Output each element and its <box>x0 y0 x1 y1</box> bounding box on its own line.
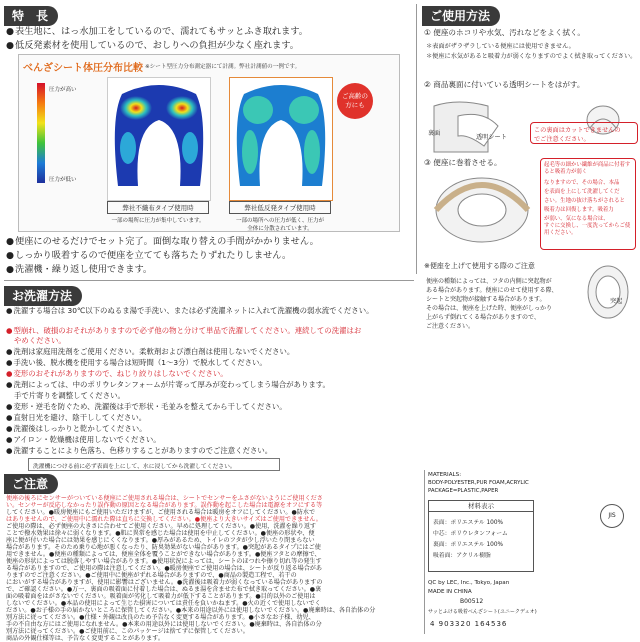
made-in: MADE IN CHINA <box>428 589 472 595</box>
materials-table <box>428 500 534 572</box>
company-name: QC by LEC, Inc., Tokyo, Japan <box>428 580 510 586</box>
washing-line <box>6 424 147 433</box>
lid-protrusion-label: 突起 <box>610 298 623 305</box>
washing-line <box>6 326 361 335</box>
badge-line: ご高齢の <box>342 92 368 100</box>
materials-divider <box>424 470 425 634</box>
lid-caution-line: その場合は、便座を上げた時、便座がしっかり <box>426 305 553 312</box>
caution-line: しないでください。●本品の使用によって生じた損害については責任を負いかねます。●火の近くで使用しないでく <box>6 600 321 607</box>
caution-line: 商品の外観仕様等は、予告なく変更することがあります。 <box>6 635 164 642</box>
materials-table-title: 材料表示 <box>429 501 533 512</box>
materials-row: 表面：ポリエステル 100% <box>433 520 504 526</box>
washing-line-text: 洗剤によっては、中のポリウレタンフォームが片寄って厚みが変わってしまう場合があります。 <box>13 380 330 389</box>
usage-step-1-note: ＊便座に水気があると吸着力が弱くなりますのでよく拭き取ってください。 <box>426 53 637 60</box>
label-clear-sheet: 透明シート <box>476 134 507 141</box>
feature-item: ● しっかり吸着するので便座を立てても落ちたりずれたりしません。 <box>6 250 291 261</box>
step-3-warning-line: 吸着力は回復します。吸着力 <box>544 207 614 213</box>
caution-line: 便座の形状によっては脱落しやすい場合があります。●使用状況によっては、シートのほつれや擦り切れ等の発生す <box>6 558 322 565</box>
usage-step-2-text: 商品裏面に付いている透明シートをはがす。 <box>433 80 585 89</box>
washing-line-text: 変形・逆毛を防ぐため、洗濯後は手で形状・毛並みを整えてから干してください。 <box>13 402 287 411</box>
washing-line <box>6 306 373 315</box>
caution-line: はありませんので、ご使用中に濡れた際は直ちに交換してください。●便座より大きいサイズはご使用できません。 <box>6 516 322 523</box>
caution-line: してください。●暖房便座にもご使用いただけますが、ご使用される場合は暖房をオフにしてください。●防水で <box>6 509 316 516</box>
materials-en-line: BODY-POLYESTER,PUR FOAM,ACRYLIC <box>428 480 529 486</box>
usage-step-1-text: 便座のホコリや水気、汚れなどをよく拭く。 <box>433 28 585 37</box>
caution-line: ことで撥水効果は徐々に弱くなります。●肌に異常を感じた場合は使用を中止してください。●便座の形状や、便 <box>6 530 315 537</box>
step-3-warning <box>540 158 636 250</box>
lid-caution-line: ご注意ください。 <box>426 323 475 330</box>
usage-step-3: ③ 便座に巻着させる。 <box>424 158 502 167</box>
feature-item: ● 低反発素材を使用しているので、おしりへの負担が少なく座れます。 <box>6 40 299 51</box>
washing-line <box>6 413 146 422</box>
usage-step-1: ① 便座のホコリや水気、汚れなどをよく拭く。 <box>424 28 585 37</box>
scale-high-label: 圧力が高い <box>49 87 77 93</box>
step-3-warning-line: なりますので、その場合、本品 <box>544 180 620 186</box>
features-heading: 特 長 <box>4 6 58 26</box>
washing-line <box>6 380 330 389</box>
pressure-comparison-panel <box>18 54 400 232</box>
step-3-warning-line: を表面を上にして洗濯してくだ <box>544 189 620 195</box>
lid-caution-line: 上がらず倒れてくる場合がありますので、 <box>426 314 540 321</box>
usage-step-3-text: 便座に巻着させる。 <box>433 158 502 167</box>
washing-line-text: 洗剤は家庭用洗剤をご使用ください。柔軟剤および漂白剤は使用しないでください。 <box>13 347 295 356</box>
usage-step-2: ② 商品裏面に付いている透明シートをはがす。 <box>424 80 585 89</box>
heatmap-nonwoven <box>107 77 211 201</box>
column-divider <box>416 4 417 274</box>
caption-low-rebound-body: 全体に分散されています。 <box>247 226 313 232</box>
washing-line <box>6 446 272 455</box>
washing-line-text: 洗濯後はしっかりと乾かしてください。 <box>13 424 147 433</box>
feature-item: ● 便座にのせるだけでセット完了。面倒な取り替えの手間がかかりません。 <box>6 236 319 247</box>
caption-low-rebound-body: 一部の場所への圧力が低く、圧力が <box>236 218 324 224</box>
materials-row: 中芯：ポリウレタンフォーム <box>433 531 508 537</box>
label-back-side: 裏面 <box>428 130 441 137</box>
elderly-badge <box>337 83 373 119</box>
caution-line: る場合がありますので、ご使用の際は注意してください。●暖房便座でご使用の場合は、シートが反り返る場合があ <box>6 565 322 572</box>
washing-line-text: 洗濯することにより色落ち、色移りすることがありますのでご注意ください。 <box>13 446 273 455</box>
seat-attach-illustration <box>430 170 534 250</box>
caption-nonwoven-title: 弊社不織布タイプ使用時 <box>107 201 209 214</box>
washing-line <box>6 347 294 356</box>
badge-line: 方にも <box>345 101 365 109</box>
washing-line <box>6 358 267 367</box>
sheet-peel-illustration <box>428 96 524 156</box>
lid-caution-line: シートと突起物が接触する場合があります。 <box>426 296 546 303</box>
washing-boxed-note-text: 洗濯機につける前に必ず表面を上にして、水に浸してから洗濯してください。 <box>33 464 236 470</box>
step-3-warning-line: さい。生地の抜け落ちがされると <box>544 198 625 204</box>
washing-line: やめください。 <box>14 336 66 345</box>
materials-row: 裏面：ポリエステル 100% <box>433 542 504 548</box>
washing-heading: お洗濯方法 <box>4 286 82 306</box>
caution-line: 面の吸着面をはがさないでください。吸着面が劣化して吸着力が低下することがあります。●目的以外のご使用は <box>6 593 316 600</box>
caution-line: 別方法に従ってください。●仕様・外観は改良のため予告なく変更する場合があります。●小さなお子様、幼児、 <box>6 614 315 621</box>
caution-line: ださい。●お子様の手の届かないところに保管してください。●本来の用途以外には使用しないでください。●廃棄時は、各自治体の分 <box>6 607 376 614</box>
scale-low-label: 圧力が低い <box>49 177 77 183</box>
lid-caution-line: ある場合があります。便座にのせて使用する際、 <box>426 287 558 294</box>
caution-line: 別方法に従ってください。●ご使用前に、このパッケージは捨てずに保管してください。 <box>6 628 249 635</box>
washing-line <box>6 369 228 378</box>
jis-mark <box>600 504 624 528</box>
washing-line-text: 洗濯する場合は 30℃以下のぬるま湯で手洗い、または必ず洗濯ネットに入れて洗濯機の弱水流でください。 <box>13 306 374 315</box>
washing-line-text: アイロン・乾燥機は使用しないでください。 <box>13 435 161 444</box>
step-3-warning-line: 起毛等の細かい繊維が商品に付着すると吸着力が弱く <box>544 162 631 175</box>
washing-line <box>6 402 287 411</box>
section-divider <box>4 280 414 281</box>
washing-line-text: 手洗い後、脱水機を使用する場合は短時間（1～3分）で脱水してください。 <box>13 358 267 367</box>
caution-line: 手の不自由な方にはご使用になれません。●本来の用途以外には使用しないでください。●廃棄時は、各自治体の分 <box>6 621 322 628</box>
usage-heading: ご使用方法 <box>422 6 500 26</box>
lid-caution-heading: ※便座を上げて使用する際のご注意 <box>424 262 535 270</box>
caption-low-rebound <box>229 201 331 232</box>
lid-illustration <box>584 262 632 322</box>
step-2-warning-line: でご注意ください。 <box>534 136 590 143</box>
product-code: B00512 <box>460 598 484 605</box>
materials-row: 吸着面：アクリル樹脂 <box>433 553 491 559</box>
caution-line: 用できません。●便座の種類によっては、便座全体を覆うことができない場合があります。●便座フタとの摩擦で、 <box>6 551 321 558</box>
step-2-warning <box>530 122 638 144</box>
caption-low-rebound-title: 弊社低反発タイプ使用時 <box>229 201 331 214</box>
caution-line: 場合があります。そのため乗り心地が悪くなったり、防臭効果がない場合があります。●突起があるタイプにはご使 <box>6 544 321 551</box>
heatmap-low-rebound <box>229 77 333 201</box>
caution-heading: ご注意 <box>4 474 58 494</box>
feature-item: ● 表生地に、はっ水加工をしているので、濡れてもサッとふき取れます。 <box>6 26 308 37</box>
materials-en-line: PACKAGE=PLASTIC,PAPER <box>428 488 499 494</box>
caption-nonwoven <box>107 201 209 224</box>
lid-caution-line: 便座の種類によっては、フタの内側に突起物が <box>426 278 552 285</box>
product-name: サッとふける吸着べんざシート(ユニークデュオ) <box>428 609 537 615</box>
caution-line: 座に便が付いた場合には効果を感じにくくなります。●厚みがあるため、トイレのフタが少し浮いたり閉まらない <box>6 537 315 544</box>
caution-line: で、ご確認ください。●万一、裏面の吸着面に付着した場合は、ぬるま湯を含ませた布で拭き取ってください。●裏 <box>6 586 322 593</box>
pressure-scale-bar <box>37 83 45 183</box>
washing-line-text: 直射日光を避け、陰干ししてください。 <box>13 413 147 422</box>
washing-line <box>6 435 161 444</box>
barcode-number: 4 903320 164536 <box>430 620 508 628</box>
chart-title: べんざシート体圧分布比較 <box>23 63 143 74</box>
caution-line: い。センサーが反応しなかったり誤作動の原因となる場合があります。誤作動を起こした場合は電源をオフにする等 <box>6 502 323 509</box>
step-2-warning-line: この裏面はカットできませんの <box>534 127 621 134</box>
jis-label: JIS <box>608 512 616 519</box>
caution-line: 便座の後ろにセンサーがついている便座にご使用される場合は、シートでセンサーをふさがないようにご使用くださ <box>6 495 323 502</box>
washing-line-text: 変形のおそれがありますので、ねじり絞りはしないでください。 <box>13 369 228 378</box>
chart-note: ※シート型圧力分布測定器にて計測。弊社計測値の一例です。 <box>145 64 301 70</box>
step-3-warning-line: すぐに交換し、一度洗ってからご使用ください。 <box>544 223 631 236</box>
caution-line: りますのでご注意ください。●ご使用中に便座がずれる場合がありますので、●商品の製造工程で、若干の <box>6 572 297 579</box>
washing-boxed-note <box>28 458 280 471</box>
washing-line-text: 型崩れ、破損のおそれがありますので必ず他の物と分けて単品で洗濯してください。連続しての洗濯はお <box>13 326 362 335</box>
caption-nonwoven-body: 一部の場所に圧力が集中しています。 <box>111 218 205 224</box>
caution-line: ご使用の際は、必ず便座の大きさに合わせてご使用ください。早めに処理してください。●使用、洗濯を繰り返す <box>6 523 317 530</box>
step-3-warning-line: が弱い、気になる場合は、 <box>544 216 609 222</box>
feature-item: ● 洗濯機・繰り返し使用できます。 <box>6 264 152 275</box>
materials-title: MATERIALS: <box>428 472 462 478</box>
washing-line: 手で片寄りを調整してください。 <box>14 391 125 400</box>
caution-line: においがする場合がありますが、使用に影響はございません。●洗濯後は吸着力が弱くなっている場合がありますの <box>6 579 323 586</box>
usage-step-1-note: ＊表面がザラザラしている便座には使用できません。 <box>426 43 575 50</box>
